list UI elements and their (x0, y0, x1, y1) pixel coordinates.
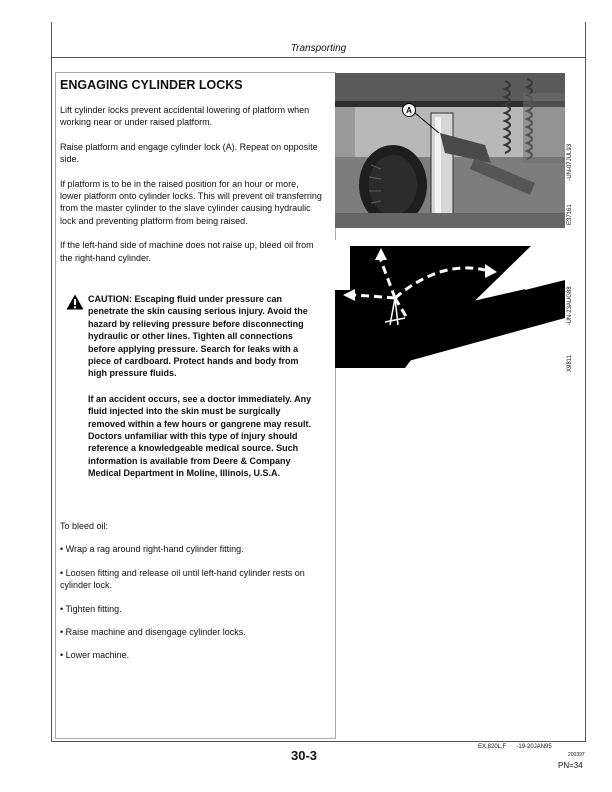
photo-callout-label: A (406, 106, 412, 115)
bleed-instructions (60, 520, 322, 673)
warning-triangle-icon (66, 294, 84, 310)
accident-text: If an accident occurs, see a doctor immediately. Any fluid injected into the skin must be surgically removed within a few hours or gangrene may result. Doctors unfamiliar with this type of injury should reference a knowledgeable medical source. Such information is available from Deere & Company Medical Department in Moline, Illinois, U.S.A. (88, 393, 312, 479)
diagram-code-a: X9811 (567, 355, 573, 372)
doc-code: EX,820L,F (478, 744, 507, 750)
header-rule (51, 57, 586, 58)
photo-code-a: E37161 (567, 204, 573, 225)
paragraph-4: If the left-hand side of machine does not raise up, bleed oil from the right-hand cylinder. (60, 240, 314, 263)
footer-doc-code (478, 744, 552, 750)
caution-text: CAUTION: Escaping fluid under pressure can penetrate the skin causing serious injury. Avoid the hazard by relieving pressure before disconnecting hydraulic or other lines. Tighten all connections before applying pressure. Search for leaks with a piece of cardboard. Protect hands and body from high pressure fluids. (88, 294, 308, 379)
paragraph-3: If platform is to be in the raised position for an hour or more, lower platform onto cylinder locks. This will prevent oil transferring from the master cylinder to the slave cylinder causing hydraulic lock and preventing platform from being raised. (60, 178, 322, 226)
section-header: Transporting (290, 43, 347, 54)
bleed-step-3: • Tighten fitting. (60, 603, 122, 614)
footer-rule (51, 741, 586, 742)
bleed-intro: To bleed oil: (60, 521, 109, 531)
cylinder-lock-photo (335, 73, 565, 228)
page-title: ENGAGING CYLINDER LOCKS (60, 78, 243, 92)
bleed-step-4: • Raise machine and disengage cylinder locks. (60, 627, 246, 638)
paragraph-1: Lift cylinder locks prevent accidental lowering of platform when working near or under raised platform. (60, 105, 310, 128)
diagram-code (567, 286, 573, 372)
intro-column (60, 76, 322, 276)
photo-code (567, 144, 573, 225)
pn-label: PN=34 (558, 761, 583, 770)
footer-small-code: 200397 (568, 752, 585, 758)
bleed-step-2: • Loosen fitting and release oil until left-hand cylinder rests on cylinder lock. (60, 567, 305, 591)
left-frame-line (51, 22, 52, 742)
caution-block (88, 293, 320, 493)
bleed-step-5: • Lower machine. (60, 650, 130, 661)
photo-code-b: -UN-07JUL93 (567, 143, 573, 181)
fluid-hazard-diagram (335, 240, 565, 368)
diagram-code-b: -UN-23AUG88 (567, 286, 573, 326)
page-number: 30-3 (291, 748, 318, 763)
right-frame-line (585, 22, 586, 742)
paragraph-2: Raise platform and engage cylinder lock (A). Repeat on opposite side. (60, 141, 318, 165)
bleed-step-1: • Wrap a rag around right-hand cylinder fitting. (60, 544, 244, 555)
doc-date: -19-20JAN95 (516, 744, 552, 750)
